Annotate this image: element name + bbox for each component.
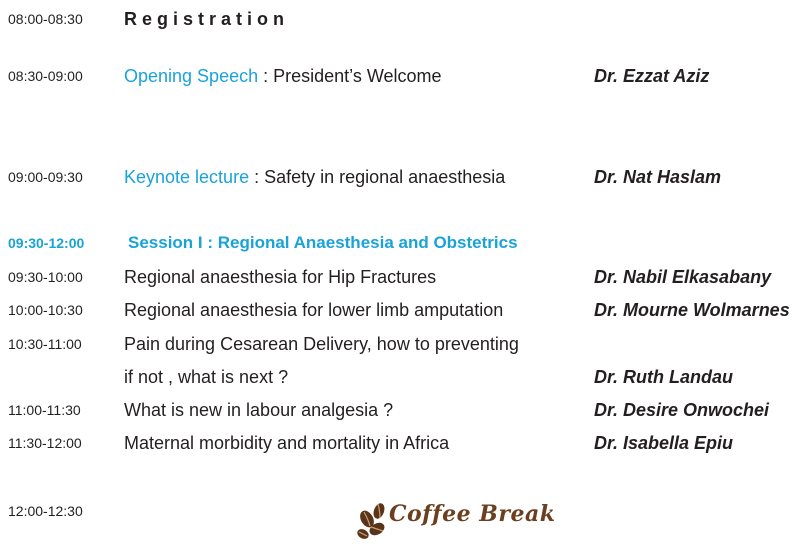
- talk-title: Pain during Cesarean Delivery, how to preventing: [124, 334, 519, 354]
- session-header: [0, 228, 800, 258]
- schedule-row: [0, 428, 800, 458]
- session-time: 09:30-12:00: [8, 235, 85, 251]
- coffee-beans-icon: [355, 497, 391, 541]
- schedule-row-continued: [0, 362, 800, 392]
- speaker-name: Dr. Desire Onwochei: [594, 400, 770, 420]
- speaker-name: Dr. Isabella Epiu: [594, 433, 734, 453]
- time-slot: 10:30-11:00: [8, 336, 82, 352]
- talk-type: Opening Speech: [124, 66, 259, 86]
- talk-title: What is new in labour analgesia ?: [124, 400, 394, 420]
- talk-subject: : President’s Welcome: [258, 66, 442, 86]
- talk-title: [124, 61, 442, 91]
- talk-title-line2: if not , what is next ?: [124, 367, 289, 387]
- time-slot: 09:30-10:00: [8, 269, 83, 285]
- speaker-name: Dr. Ezzat Aziz: [594, 66, 710, 86]
- time-slot: 10:00-10:30: [8, 302, 83, 318]
- speaker-name: Dr. Nat Haslam: [594, 167, 722, 187]
- registration-title: Registration: [124, 9, 290, 29]
- schedule-row-keynote: [0, 162, 800, 192]
- coffee-break-logo: [355, 497, 556, 541]
- coffee-break-label: Coffee Break: [389, 501, 556, 527]
- talk-type: Keynote lecture: [124, 167, 250, 187]
- time-slot: 08:00-08:30: [8, 11, 83, 27]
- time-slot: 09:00-09:30: [8, 169, 83, 185]
- schedule-row: [0, 262, 800, 292]
- schedule-row: [0, 329, 800, 359]
- time-slot: 08:30-09:00: [8, 68, 83, 84]
- time-slot: 11:00-11:30: [8, 402, 81, 418]
- time-slot: 12:00-12:30: [8, 503, 83, 519]
- talk-title: Regional anaesthesia for Hip Fractures: [124, 267, 437, 287]
- speaker-name: Dr. Nabil Elkasabany: [594, 267, 772, 287]
- talk-title: [124, 162, 505, 192]
- talk-title: Regional anaesthesia for lower limb amputation: [124, 300, 504, 320]
- session-title: Session I : Regional Anaesthesia and Obstetrics: [128, 233, 518, 252]
- speaker-name: Dr. Mourne Wolmarnes: [594, 300, 790, 320]
- schedule-row-registration: [0, 4, 800, 34]
- schedule-row-opening-speech: [0, 61, 800, 91]
- talk-title: Maternal morbidity and mortality in Africa: [124, 433, 450, 453]
- schedule-row: [0, 395, 800, 425]
- schedule-row: [0, 295, 800, 325]
- time-slot: 11:30-12:00: [8, 435, 82, 451]
- speaker-name: Dr. Ruth Landau: [594, 367, 733, 387]
- talk-subject: : Safety in regional anaesthesia: [249, 167, 506, 187]
